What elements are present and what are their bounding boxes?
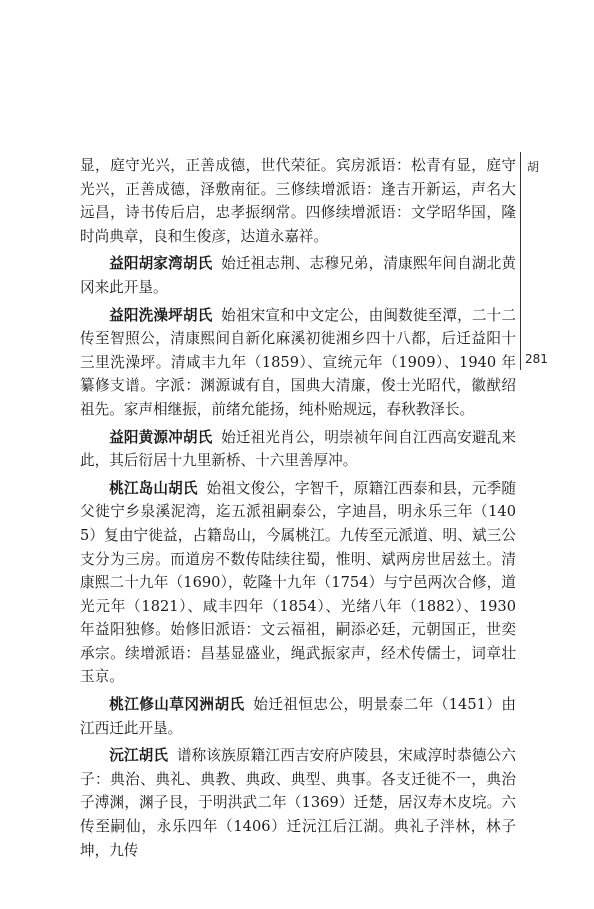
entry-heading: 益阳胡家湾胡氏 xyxy=(109,255,213,273)
paragraph-continued xyxy=(80,154,516,248)
paragraph-text: 显，庭守光兴，正善成德，世代荣征。宾房派语：松青有显，庭守光兴，正善成德，泽敷南征。三修续增派语：逢吉开新运，声名大远昌，诗书传后启，忠孝振纲常。四修续增派语：文学昭华国，隆时尚典章，良和生俊彦，达道永嘉祥。 xyxy=(80,157,516,245)
entry-heading: 益阳黄源冲胡氏 xyxy=(109,428,213,446)
running-head: 胡 xyxy=(527,160,540,174)
entry-yiyang-hujiawan xyxy=(80,252,516,299)
entry-text: 始祖文俊公，字智千，原籍江西泰和县，元季随父徙宁乡泉溪泥湾，迄五派祖嗣泰公，字迪昌，明永乐三年（1405）复由宁徙益，占籍岛山，今属桃江。九传至元派道、明、斌三公支分为三房。而道房不数传陆续往蜀，惟明、斌两房世居兹土。清康熙二十九年（1690），乾隆十九年（1754）与宁邑两次合修，道光元年（1821）、咸丰四年（1854）、光绪八年（1882）、1930 年益阳独修。始修旧派语：文云福祖，嗣添必廷，元朝国正，世奕承宗。续增派语：昌基显盛业，绳武振家声，经术传儒士，词章壮玉京。 xyxy=(80,479,516,686)
entry-yuanjiang xyxy=(80,744,516,862)
entry-heading: 桃江修山草冈洲胡氏 xyxy=(109,696,245,714)
entry-heading: 益阳洗澡坪胡氏 xyxy=(109,306,213,324)
entry-heading: 桃江岛山胡氏 xyxy=(109,479,198,497)
entry-text: 谱称该族原籍江西吉安府庐陵县，宋咸淳时恭德公六子：典治、典礼、典教、典政、典型、典事。各支迁徙不一，典治子溥渊，渊子艮，于明洪武二年（1369）迁楚，居汉寿木皮垸。六传至嗣仙，永乐四年（1406）迁沅江后江湖。典礼子泮林，林子坤，九传 xyxy=(80,747,516,859)
entry-yiyang-huangyuanchong xyxy=(80,426,516,473)
entry-taojiang-xiushan xyxy=(80,693,516,740)
entry-text: 始祖宋宣和中文定公，由闽数徙至潭，二十二传至智照公，清康熙间自新化麻溪初徙湘乡四十八都，后迁益阳十三里洗澡坪。清咸丰九年（1859）、宣统元年（1909）、1940 年纂修支谱。字派：渊源诚有自，国典大清廉，俊士光昭代，徽猷绍祖先。家声相继振，前绪允能扬，纯朴贻规远，春秋教泽长。 xyxy=(80,306,516,418)
body-text xyxy=(80,154,516,866)
page-number: 281 xyxy=(525,352,548,366)
entry-yiyang-xizaoping xyxy=(80,304,516,422)
entry-text: 始迁祖光肖公，明崇祯年间自江西高安避乱来此，其后衍居十九里新桥、十六里善厚冲。 xyxy=(80,428,516,470)
margin-rule xyxy=(520,152,521,370)
entry-text: 始迁祖志荆、志穆兄弟，清康熙年间自湖北黄冈来此开垦。 xyxy=(80,255,516,296)
entry-taojiang-daoshan xyxy=(80,477,516,689)
entry-heading: 沅江胡氏 xyxy=(109,747,169,765)
entry-text: 始迁祖恒忠公，明景泰二年（1451）由江西迁此开垦。 xyxy=(80,696,516,737)
